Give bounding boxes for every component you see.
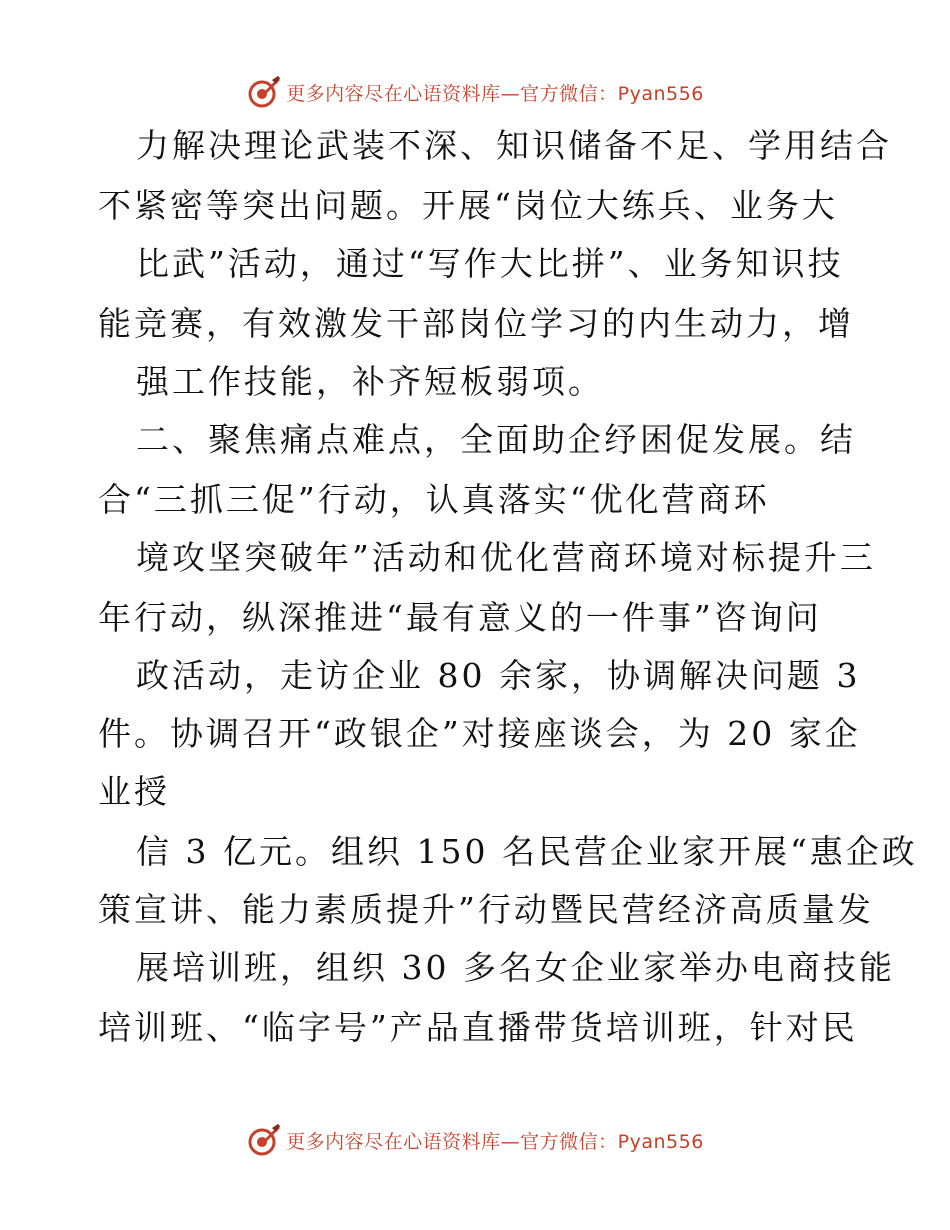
text-line: 境攻坚突破年”活动和优化营商环境对标提升三 bbox=[136, 538, 876, 577]
text-line: 强工作技能，补齐短板弱项。 bbox=[136, 362, 604, 401]
text-line: 合“三抓三促”行动，认真落实“优化营商环 bbox=[98, 480, 770, 519]
text-line: 政活动，走访企业 80 余家，协调解决问题 3 bbox=[136, 656, 861, 695]
text-line: 不紧密等突出问题。开展“岗位大练兵、业务大 bbox=[98, 186, 838, 225]
text-line: 年行动，纵深推进“最有意义的一件事”咨询问 bbox=[98, 598, 822, 637]
text-line: 策宣讲、能力素质提升”行动暨民营经济高质量发 bbox=[98, 890, 874, 929]
text-line: 业授 bbox=[98, 772, 170, 811]
text-line: 能竞赛，有效激发干部岗位学习的内生动力，增 bbox=[98, 304, 854, 343]
text-line: 件。协调召开“政银企”对接座谈会，为 20 家企 bbox=[98, 714, 861, 753]
footer-banner bbox=[0, 1118, 950, 1162]
text-line: 比武”活动，通过“写作大比拼”、业务知识技 bbox=[136, 244, 844, 283]
text-line: 培训班、“临字号”产品直播带货培训班，针对民 bbox=[98, 1008, 858, 1047]
section-heading-line: 二、聚焦痛点难点，全面助企纾困促发展。结 bbox=[136, 420, 856, 459]
text-line: 信 3 亿元。组织 150 名民营企业家开展“惠企政 bbox=[136, 832, 918, 871]
text-line: 力解决理论武装不深、知识储备不足、学用结合 bbox=[136, 126, 892, 165]
header-banner-text: 更多内容尽在心语资料库—官方微信：Pyan556 bbox=[286, 82, 704, 105]
footer-banner-text: 更多内容尽在心语资料库—官方微信：Pyan556 bbox=[286, 1130, 704, 1153]
text-line: 展培训班，组织 30 多名女企业家举办电商技能 bbox=[136, 948, 895, 987]
quill-logo-icon bbox=[246, 1122, 282, 1158]
